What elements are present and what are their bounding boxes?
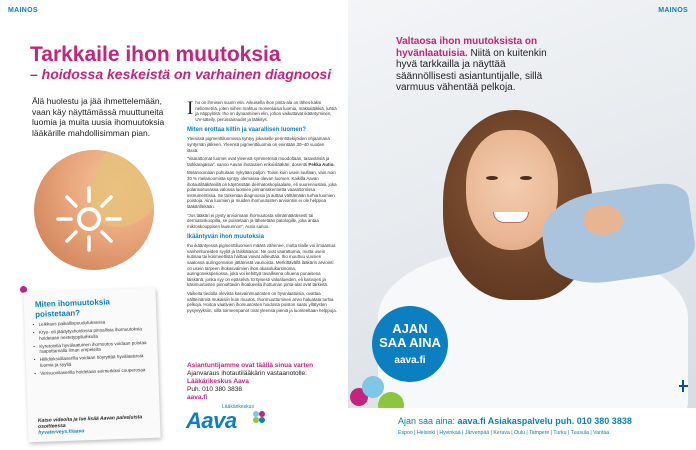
article-intro: Älä huolestu ja jää ihmettelemään, vaan käy näyttämässä muuttuneita luomia ja muita uusia ihomuutoksia lääkärille mahdollisimman pian. xyxy=(32,96,165,138)
expert-name: Pekka Autio. xyxy=(308,161,335,167)
pull-quote-text: Niitä on kuitenkin hyvä tarkkailla ja näyttää säännöllisesti asiantuntijalle, sillä varmuus vähentää pelkoja. xyxy=(396,47,547,93)
logo-dots-icon xyxy=(252,410,266,424)
eye-shape xyxy=(486,176,498,180)
removal-methods-card xyxy=(23,288,160,443)
pull-quote-highlight: Valtaosa ihon muutoksista on hyvänlaatuisia. xyxy=(396,36,538,59)
paragraph: "Jos lääkäri ei pysty arvioimaan ihomuutosta silmämääräisesti tai dermatoskoopilla, se poistetaan ja lähetetään patologille, joka antaa mikroskooppisen lausunnon", Autio sanoo. xyxy=(187,212,319,229)
booking-subheading: Ajanvaraus ihotautilääkärin vastaanotolle: xyxy=(187,370,307,377)
right-page xyxy=(348,0,696,450)
badge-line-1: AJAN xyxy=(392,321,428,336)
footer-service-phone[interactable]: Asiakaspalvelu puh. 010 380 3838 xyxy=(485,416,632,426)
accent-dot xyxy=(362,376,384,398)
eye-shape xyxy=(520,176,532,180)
booking-info xyxy=(187,362,342,402)
section-heading: Ikääntyvän ihon muutoksia xyxy=(187,234,265,241)
hand-shape xyxy=(583,205,623,235)
ad-label: MAINOS xyxy=(8,7,38,14)
finland-flag-icon xyxy=(679,380,688,392)
article-subtitle: – hoidossa keskeistä on varhainen diagnoosi xyxy=(30,66,332,82)
logo-tagline: Lääkärikeskus xyxy=(222,404,254,410)
paragraph-text: "Vaarattomat luomet ovat yleensä symmetrisiä muodoltaan, tasavärisiä ja tarkkarajaisia", sanoo Aavan ihotautien erikoislääkäri, dosentti xyxy=(187,156,330,167)
paragraph: Melanoomaan puhutaan nykyään paljon. Toisin kuin usein luullaan, vain noin 30 % melanoomista syntyy olemassa olevan luomen. Kaikilla Aavan ihotautilääkäreillä on käytössään dermatoskopiaalaite, eli suurennuslasi, joka polarisoituvassa valossa luomien pinnanrakennetta vaarattomissa instrumentissa. Se tarkentaa diagnoosia ja auttaa välttämään turhia luomien poistoja. Aina luomien ja muiden ihomuutosten arviointiin ei ole helppoa lääkärillekään. xyxy=(187,170,337,209)
paragraph xyxy=(187,156,337,167)
booking-badge[interactable] xyxy=(372,306,448,382)
sun-drawing-icon xyxy=(54,184,124,254)
footer-lead: Ajan saa aina: xyxy=(398,416,458,426)
smile-shape xyxy=(493,212,529,223)
card-footer-text: Katso videoita ja lue lisää Aavan palveluista osoitteessa xyxy=(37,414,143,430)
drop-cap: I xyxy=(187,98,194,119)
paragraph: Iho ikääntyessä pigmenttiluomien määrä vähenee, mutta tilalle voi ilmaantua vanhentuneiden syyliä ja läiskätason. Ne ovat vaarattomia, mutta usein kutinaa tai kosmeettista haittaa voivat aiheuttaa. Iho muuttuu vuosien saatossa auringonvalon jättämistä vaurioista. Merkittävällä lääkärin arviointi on usein tarpeen ihokasvaimien ihon okasolukarsinoma, auringoneksperiossa, joka voi kehittyä tavallisena ohuena punaisena läiskänä, jonka syy on epäselvä. Erityisesti valoalueiden, eli kasvojen ja käsimuutosten pinnoittaviin ihoalueella ihottuman pinta-alat ovat tärkeitä. xyxy=(187,243,336,288)
removal-methods-list xyxy=(31,318,151,379)
card-title: Miten ihomuutoksia poistetaan? xyxy=(34,297,111,319)
booking-heading: Asiantuntijamme ovat täällä sinua varten xyxy=(187,362,314,369)
card-footer-link[interactable]: hyvaterveys.fi/aava xyxy=(38,428,85,436)
page-footer xyxy=(348,408,696,450)
clinic-phone[interactable]: Puh. 010 380 3838 xyxy=(187,386,242,393)
sunscreen-shoulder-photo xyxy=(34,150,154,270)
aava-logo: Aava xyxy=(186,408,237,433)
paragraph-text: ho on ihmisen suurin elin. Aikuisella ihon pinta-ala on lähes kaksi neliömetriä, joten siihen mahtuu monenlaisia luomia, maksaläikkiä, luhtiä ja näppylöitä. Iho on dynaaminen elin, johon vaikuttavat ikääntyminen, UV-säteily, perussairaudet ja lääkitys. xyxy=(195,100,337,122)
footer-website-link[interactable]: aava.fi xyxy=(457,416,486,426)
paragraph: Vaikeita tiedolla olevista kasvainmuutosten on hyvinlaatuisia, ovattaa vältteinämiä mukaisiin kuin muutos. Ihonmuuttuminen arvio haluatata turhia pelkoja. Hoitoa vaativien ihomuutosten hoidosta poiston saatu yllätysten pysyvyyksiin, sillä toimeenpanot ovat yleensä pieniä ja luonteeltaan helppoja. xyxy=(187,291,337,313)
footer-contact xyxy=(398,416,632,426)
list-item: • Kryo- eli jäädytyshoidossa pinnallisia ihomuutoksia hoidetaan nestetyppiluihkulla xyxy=(32,326,150,341)
article-title: Tarkkaile ihon muutoksia xyxy=(30,43,281,66)
section-heading: Miten erottaa kiltin ja vaarallisen luomen? xyxy=(187,127,307,134)
list-item: • Verisuonilaserilla hoidetaan esimerkiksi couperosaa xyxy=(33,367,151,377)
clinic-name: Lääkärikeskus Aava xyxy=(187,378,249,385)
clinic-website-link[interactable]: aava.fi xyxy=(187,394,208,401)
badge-url: aava.fi xyxy=(394,355,426,366)
paragraph: Yleisissä pigmenttiluomissa syntyy jokaiselle perintötekijöiden ohjaamana syntymän jälkeen. Yleensä pigmenttiluomia on enintään 30–40 vuoden iässä. xyxy=(187,136,330,153)
pull-quote xyxy=(396,36,566,94)
footer-cities: Espoo | Helsinki | Hyvinkää | Järvenpää | Kerava | Oulu | Tampere | Turku | Tuusula | Vantaa xyxy=(398,430,610,436)
badge-line-2: SAA AINA xyxy=(379,335,441,350)
card-footer xyxy=(38,414,153,436)
paragraph xyxy=(187,100,337,122)
list-item: • Kyretointia hyvälaatuinen ihomuutos voidaan poistaa raaputtamalla ilman ompeleita xyxy=(32,340,150,355)
article-body xyxy=(187,100,337,316)
ad-label: MAINOS xyxy=(658,7,688,14)
list-item: • Leikkaus paikallispuudutuksessa xyxy=(31,318,149,328)
list-item: • Hiilidioksidilaserilla voidaan höyryttää hyvälaatuisia luomia ja syyliä xyxy=(33,353,151,368)
